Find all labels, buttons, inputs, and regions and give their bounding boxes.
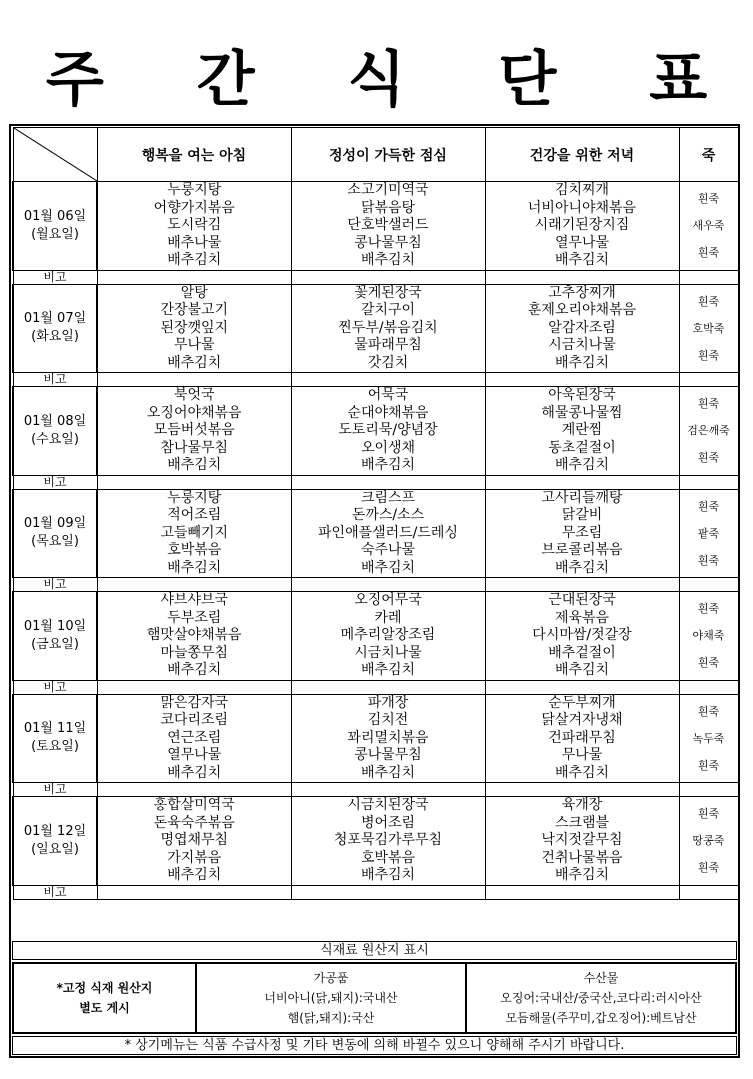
lunch-item: 꽈리멸치볶음 — [347, 729, 429, 746]
weekly-menu-table — [12, 127, 739, 900]
dinner-item: 배추김치 — [554, 559, 610, 576]
porridge-item: 흰죽 — [697, 348, 720, 362]
porridge-cell — [679, 694, 738, 783]
lunch-cell — [291, 182, 485, 271]
day-cell — [13, 182, 97, 271]
breakfast-item: 된장깻잎지 — [160, 319, 229, 336]
origin-box — [12, 962, 737, 1034]
dinner-cell — [485, 592, 679, 681]
lunch-item: 꽃게된장국 — [354, 284, 422, 301]
breakfast-item: 누룽지탕 — [167, 489, 222, 506]
note-label: 비고 — [13, 578, 97, 592]
origin-processed-title: 가공품 — [313, 971, 349, 985]
lunch-item: 김치전 — [367, 712, 409, 728]
breakfast-item: 누룽지탕 — [167, 182, 222, 198]
dinner-cell — [485, 694, 679, 783]
breakfast-item: 홍합살미역국 — [153, 797, 235, 813]
dinner-cell — [485, 489, 679, 578]
day-weekday: (화요일) — [31, 329, 79, 345]
note-cell — [485, 373, 679, 387]
note-cell — [97, 578, 291, 592]
note-cell — [97, 885, 291, 899]
origin-processed-line2: 햄(닭,돼지):국산 — [287, 1011, 375, 1025]
breakfast-item: 알탕 — [180, 284, 208, 301]
day-row — [13, 489, 738, 578]
note-cell — [485, 475, 679, 489]
breakfast-item: 두부조림 — [167, 609, 222, 626]
dinner-item: 열무나물 — [554, 234, 610, 251]
breakfast-cell — [97, 489, 291, 578]
porridge-cell — [679, 182, 738, 271]
porridge-item: 흰죽 — [697, 451, 720, 465]
porridge-item: 녹두죽 — [692, 731, 725, 745]
dinner-item: 너비아니야채볶음 — [527, 199, 637, 216]
menu-body — [13, 182, 738, 900]
breakfast-item: 돈육숙주볶음 — [153, 814, 235, 831]
breakfast-item: 마늘쫑무침 — [160, 644, 229, 661]
note-row — [13, 475, 738, 489]
porridge-item: 흰죽 — [697, 861, 720, 875]
porridge-cell — [679, 592, 738, 681]
note-cell — [291, 475, 485, 489]
dinner-item: 동초겉절이 — [548, 439, 616, 456]
note-cell — [485, 680, 679, 694]
note-label: 비고 — [13, 373, 97, 387]
note-cell — [291, 373, 485, 387]
breakfast-item: 배추김치 — [167, 559, 222, 576]
day-row — [13, 694, 738, 783]
note-cell — [97, 373, 291, 387]
lunch-item: 소고기미역국 — [347, 182, 429, 198]
breakfast-item: 배추김치 — [167, 252, 222, 268]
dinner-item: 고추장찌개 — [548, 284, 616, 301]
porridge-item: 흰죽 — [697, 602, 720, 616]
day-row — [13, 182, 738, 271]
note-cell — [679, 270, 738, 284]
dinner-item: 스크램블 — [554, 814, 610, 831]
breakfast-item: 열무나물 — [167, 747, 222, 763]
breakfast-item: 배추김치 — [167, 764, 222, 781]
lunch-cell — [291, 284, 485, 373]
day-date: 01월 11일 — [23, 721, 87, 737]
dinner-item: 무조림 — [561, 524, 603, 541]
breakfast-item: 무나물 — [173, 337, 215, 353]
diagonal-line — [14, 128, 97, 181]
corner-cell — [13, 128, 97, 182]
porridge-item: 호박죽 — [692, 321, 725, 335]
dinner-item: 근대된장국 — [548, 592, 616, 608]
day-weekday: (토요일) — [31, 739, 79, 755]
breakfast-cell — [97, 592, 291, 681]
breakfast-item: 연근조림 — [167, 729, 222, 746]
porridge-item: 검은깨죽 — [687, 424, 730, 438]
origin-processed — [197, 964, 465, 1032]
lunch-item: 닭볶음탕 — [360, 199, 416, 216]
dinner-item: 건파래무침 — [548, 729, 616, 746]
dinner-item: 배추김치 — [554, 662, 610, 678]
dinner-item: 배추김치 — [554, 764, 610, 781]
porridge-item: 흰죽 — [697, 758, 720, 772]
lunch-item: 배추김치 — [360, 252, 416, 268]
note-cell — [679, 783, 738, 797]
breakfast-item: 가지볶음 — [167, 849, 222, 866]
dinner-item: 훈제오리야채볶음 — [527, 302, 637, 318]
dinner-item: 닭살겨자냉채 — [541, 712, 623, 728]
day-date: 01월 08일 — [23, 413, 87, 429]
breakfast-cell — [97, 797, 291, 886]
lunch-item: 카레 — [374, 609, 402, 626]
dinner-item: 고사리들깨탕 — [541, 489, 623, 506]
note-cell — [485, 783, 679, 797]
lunch-item: 배추김치 — [360, 457, 416, 473]
note-label: 비고 — [13, 475, 97, 489]
dinner-item: 닭갈비 — [561, 507, 603, 523]
note-cell — [291, 885, 485, 899]
breakfast-item: 명엽채무침 — [160, 832, 229, 848]
note-cell — [97, 475, 291, 489]
dinner-item: 육개장 — [561, 797, 603, 813]
lunch-item: 도토리묵/양념장 — [338, 422, 438, 438]
day-weekday: (월요일) — [31, 226, 79, 242]
dinner-item: 배추김치 — [554, 354, 610, 371]
breakfast-item: 적어조림 — [167, 507, 222, 523]
lunch-item: 호박볶음 — [360, 849, 416, 866]
porridge-item: 팥죽 — [697, 526, 720, 540]
day-row — [13, 284, 738, 373]
day-cell — [13, 284, 97, 373]
note-cell — [97, 783, 291, 797]
dinner-item: 알감자조림 — [548, 319, 616, 336]
breakfast-item: 배추김치 — [167, 662, 222, 678]
porridge-cell — [679, 284, 738, 373]
note-cell — [291, 680, 485, 694]
lunch-item: 단호박샐러드 — [347, 217, 429, 233]
dinner-item: 순두부찌개 — [548, 694, 616, 711]
porridge-item: 흰죽 — [697, 807, 720, 821]
lunch-item: 오징어무국 — [354, 592, 422, 608]
breakfast-item: 도시락김 — [167, 217, 222, 233]
lunch-item: 파인애플샐러드/드레싱 — [318, 524, 458, 541]
lunch-cell — [291, 387, 485, 476]
day-date: 01월 07일 — [23, 311, 87, 327]
porridge-item: 흰죽 — [697, 192, 720, 206]
porridge-item: 흰죽 — [697, 553, 720, 567]
dinner-item: 브로콜리볶음 — [541, 542, 623, 558]
lunch-item: 배추김치 — [360, 867, 416, 883]
note-cell — [679, 373, 738, 387]
day-weekday: (일요일) — [31, 841, 79, 857]
day-weekday: (금요일) — [31, 636, 79, 652]
breakfast-item: 간장불고기 — [160, 302, 229, 318]
porridge-item: 흰죽 — [697, 704, 720, 718]
note-cell — [679, 475, 738, 489]
breakfast-item: 배추나물 — [167, 234, 222, 251]
note-row — [13, 270, 738, 284]
origin-seafood-line2: 모듬해물(주꾸미,갑오징어):베트남산 — [505, 1011, 697, 1025]
dinner-cell — [485, 284, 679, 373]
porridge-cell — [679, 797, 738, 886]
lunch-item: 숙주나물 — [360, 542, 416, 558]
note-row — [13, 885, 738, 899]
dinner-item: 다시마쌈/젓갈장 — [532, 627, 632, 643]
lunch-item: 크림스프 — [360, 489, 416, 506]
day-weekday: (수요일) — [31, 431, 79, 447]
breakfast-item: 북엇국 — [173, 387, 215, 403]
lunch-item: 갈치구이 — [360, 302, 416, 318]
lunch-item: 돈까스/소스 — [351, 507, 425, 523]
lunch-item: 메추리알장조림 — [340, 627, 436, 643]
note-row — [13, 680, 738, 694]
note-cell — [97, 680, 291, 694]
note-row — [13, 578, 738, 592]
header-row — [13, 128, 738, 182]
day-row — [13, 797, 738, 886]
lunch-item: 배추김치 — [360, 559, 416, 576]
lunch-cell — [291, 592, 485, 681]
lunch-item: 병어조림 — [360, 814, 416, 831]
header-porridge: 죽 — [679, 128, 738, 182]
note-cell — [679, 885, 738, 899]
porridge-item: 흰죽 — [697, 499, 720, 513]
porridge-cell — [679, 387, 738, 476]
breakfast-item: 햄맛살야채볶음 — [146, 627, 242, 643]
dinner-item: 배추김치 — [554, 867, 610, 883]
origin-fixed-note — [14, 964, 197, 1032]
lunch-item: 오이생채 — [360, 439, 416, 456]
dinner-item: 제육볶음 — [554, 609, 610, 626]
breakfast-cell — [97, 387, 291, 476]
dinner-item: 시금치나물 — [548, 337, 616, 353]
dinner-item: 김치찌개 — [554, 182, 610, 198]
porridge-item: 흰죽 — [697, 246, 720, 260]
dinner-cell — [485, 182, 679, 271]
porridge-item: 흰죽 — [697, 656, 720, 670]
breakfast-cell — [97, 284, 291, 373]
breakfast-item: 배추김치 — [167, 354, 222, 371]
lunch-cell — [291, 489, 485, 578]
breakfast-item: 샤브샤브국 — [160, 592, 229, 608]
day-date: 01월 10일 — [23, 618, 87, 634]
breakfast-item: 오징어야채볶음 — [146, 404, 242, 421]
day-date: 01월 06일 — [23, 208, 87, 224]
porridge-item: 흰죽 — [697, 294, 720, 308]
origin-fixed-line2: 별도 게시 — [79, 1001, 130, 1015]
lunch-item: 어묵국 — [367, 387, 409, 403]
breakfast-item: 모듬버섯볶음 — [153, 422, 235, 438]
note-label: 비고 — [13, 783, 97, 797]
origin-processed-line1: 너비아니(닭,돼지):국내산 — [264, 991, 398, 1005]
day-cell — [13, 592, 97, 681]
dinner-item: 시래기된장지짐 — [534, 217, 630, 233]
footer-notice: * 상기메뉴는 식품 수급사정 및 기타 변동에 의해 바뀔수 있으니 양해해 주시기 바랍니다. — [12, 1036, 737, 1055]
dinner-item: 배추김치 — [554, 457, 610, 473]
note-cell — [291, 270, 485, 284]
note-row — [13, 373, 738, 387]
day-cell — [13, 797, 97, 886]
lunch-item: 배추김치 — [360, 662, 416, 678]
origin-seafood — [465, 964, 735, 1032]
header-breakfast: 행복을 여는 아침 — [97, 128, 291, 182]
dinner-item: 무나물 — [561, 747, 603, 763]
header-lunch: 정성이 가득한 점심 — [291, 128, 485, 182]
dinner-item: 아욱된장국 — [548, 387, 616, 403]
note-cell — [679, 680, 738, 694]
dinner-item: 해물콩나물찜 — [541, 404, 623, 421]
header-dinner: 건강을 위한 저녁 — [485, 128, 679, 182]
breakfast-item: 호박볶음 — [167, 542, 222, 558]
lunch-item: 물파래무침 — [354, 337, 422, 353]
breakfast-item: 맑은감자국 — [160, 694, 229, 711]
note-cell — [291, 783, 485, 797]
breakfast-item: 코다리조림 — [160, 712, 229, 728]
lunch-item: 콩나물무침 — [354, 234, 422, 251]
note-label: 비고 — [13, 885, 97, 899]
note-cell — [291, 578, 485, 592]
breakfast-item: 어향가지볶음 — [153, 199, 235, 216]
lunch-item: 갓김치 — [367, 354, 409, 371]
lunch-item: 찐두부/볶음김치 — [338, 319, 438, 336]
day-date: 01월 09일 — [23, 516, 87, 532]
breakfast-item: 배추김치 — [167, 867, 222, 883]
porridge-item: 흰죽 — [697, 397, 720, 411]
lunch-cell — [291, 797, 485, 886]
day-cell — [13, 489, 97, 578]
note-cell — [679, 578, 738, 592]
note-cell — [485, 270, 679, 284]
lunch-item: 청포묵김가루무침 — [333, 832, 443, 848]
day-row — [13, 387, 738, 476]
lunch-item: 파개장 — [367, 694, 409, 711]
porridge-item: 야채죽 — [692, 629, 725, 643]
porridge-cell — [679, 489, 738, 578]
porridge-item: 새우죽 — [692, 219, 725, 233]
day-weekday: (목요일) — [31, 534, 79, 550]
lunch-item: 순대야채볶음 — [347, 404, 429, 421]
note-label: 비고 — [13, 680, 97, 694]
porridge-item: 땅콩죽 — [692, 834, 725, 848]
note-label: 비고 — [13, 270, 97, 284]
day-date: 01월 12일 — [23, 823, 87, 839]
lunch-cell — [291, 694, 485, 783]
origin-title: 식재료 원산지 표시 — [12, 941, 737, 960]
note-cell — [485, 578, 679, 592]
dinner-cell — [485, 387, 679, 476]
lunch-item: 시금치나물 — [354, 644, 422, 661]
page-title: 주 간 식 단 표 — [45, 45, 744, 115]
dinner-item: 배추김치 — [554, 252, 610, 268]
note-cell — [485, 885, 679, 899]
origin-seafood-title: 수산물 — [583, 971, 619, 985]
breakfast-item: 참나물무침 — [160, 439, 229, 456]
note-row — [13, 783, 738, 797]
note-cell — [97, 270, 291, 284]
breakfast-item: 고들빼기지 — [160, 524, 229, 541]
dinner-cell — [485, 797, 679, 886]
breakfast-cell — [97, 694, 291, 783]
origin-seafood-line1: 오징어:국내산/중국산,코다리:러시아산 — [500, 991, 702, 1005]
dinner-item: 계란찜 — [561, 422, 603, 438]
dinner-item: 건취나물볶음 — [541, 849, 623, 866]
day-row — [13, 592, 738, 681]
breakfast-cell — [97, 182, 291, 271]
breakfast-item: 배추김치 — [167, 457, 222, 473]
dinner-item: 배추겉절이 — [548, 644, 616, 661]
lunch-item: 배추김치 — [360, 764, 416, 781]
day-cell — [13, 694, 97, 783]
day-cell — [13, 387, 97, 476]
dinner-item: 낙지젓갈무침 — [541, 832, 623, 848]
lunch-item: 콩나물무침 — [354, 747, 422, 763]
lunch-item: 시금치된장국 — [347, 797, 429, 813]
origin-fixed-line1: *고정 식재 원산지 — [56, 981, 153, 995]
